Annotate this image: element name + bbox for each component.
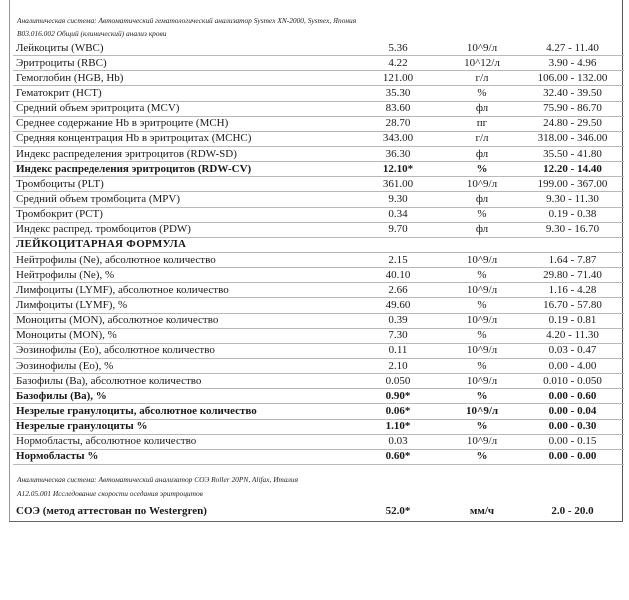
test-value: 2.66 (353, 283, 443, 298)
test-reference: 9.30 - 16.70 (521, 222, 624, 237)
test-value: 4.22 (353, 56, 443, 71)
test-reference: 1.16 - 4.28 (521, 283, 624, 298)
test-value: 343.00 (353, 131, 443, 146)
result-row (13, 252, 624, 267)
test-unit: фл (443, 146, 521, 161)
test-name: Лимфоциты (LYMF), абсолютное количество (13, 283, 353, 298)
test-unit: % (443, 162, 521, 177)
test-reference: 0.010 - 0.050 (521, 374, 624, 389)
esr-row (13, 503, 624, 518)
test-unit: % (443, 389, 521, 404)
test-name: Средний объем эритроцита (MCV) (13, 101, 353, 116)
result-row (13, 374, 624, 389)
test-reference: 106.00 - 132.00 (521, 71, 624, 86)
test-name: Нейтрофилы (Ne), % (13, 268, 353, 283)
test-unit: % (443, 328, 521, 343)
result-row (13, 41, 624, 56)
test-value: 28.70 (353, 116, 443, 131)
result-row (13, 86, 624, 101)
test-unit: фл (443, 222, 521, 237)
result-row (13, 298, 624, 313)
test-reference: 0.19 - 0.81 (521, 313, 624, 328)
test-value: 9.30 (353, 192, 443, 207)
test-unit: % (443, 268, 521, 283)
test-reference: 35.50 - 41.80 (521, 146, 624, 161)
test-name: Среднее содержание Hb в эритроците (MCH) (13, 116, 353, 131)
test-unit: 10^9/л (443, 434, 521, 449)
esr-value: 52.0* (385, 504, 411, 517)
test-value: 0.03 (353, 434, 443, 449)
esr-unit: мм/ч (469, 504, 495, 517)
test-unit: 10^9/л (443, 343, 521, 358)
test-reference: 32.40 - 39.50 (521, 86, 624, 101)
results-table (13, 41, 624, 465)
test-value: 0.11 (353, 343, 443, 358)
test-name: Средний объем тромбоцита (MPV) (13, 192, 353, 207)
test-name: Моноциты (MON), абсолютное количество (13, 313, 353, 328)
esr-reference: 2.0 - 20.0 (551, 504, 594, 517)
result-row (13, 283, 624, 298)
test-unit: г/л (443, 131, 521, 146)
test-value: 49.60 (353, 298, 443, 313)
test-name: Эритроциты (RBC) (13, 56, 353, 71)
test-unit: фл (443, 192, 521, 207)
test-reference: 1.64 - 7.87 (521, 252, 624, 267)
test-name: Незрелые гранулоциты % (13, 419, 353, 434)
esr-test-code-note: A12.05.001 Исследование скорости оседания эритроцитов (17, 489, 203, 498)
test-value: 83.60 (353, 101, 443, 116)
test-name: Средняя концентрация Hb в эритроцитах (MCHC) (13, 131, 353, 146)
test-reference: 0.00 - 0.30 (521, 419, 624, 434)
test-reference: 4.20 - 11.30 (521, 328, 624, 343)
test-reference: 199.00 - 367.00 (521, 177, 624, 192)
test-value: 36.30 (353, 146, 443, 161)
test-unit: 10^9/л (443, 41, 521, 56)
test-name: Индекс распределения эритроцитов (RDW-CV) (13, 162, 353, 177)
test-name: Базофилы (Ba), % (13, 389, 353, 404)
test-unit: г/л (443, 71, 521, 86)
result-row (13, 162, 624, 177)
esr-name: СОЭ (метод аттестован по Westergren) (16, 504, 207, 517)
test-value: 9.70 (353, 222, 443, 237)
result-row (13, 358, 624, 373)
test-name: Лимфоциты (LYMF), % (13, 298, 353, 313)
test-unit: 10^9/л (443, 252, 521, 267)
test-value: 0.60* (353, 449, 443, 464)
test-unit: 10^9/л (443, 404, 521, 419)
result-row (13, 207, 624, 222)
test-value: 121.00 (353, 71, 443, 86)
result-row (13, 419, 624, 434)
test-name: Базофилы (Ba), абсолютное количество (13, 374, 353, 389)
test-value: 12.10* (353, 162, 443, 177)
test-name: Тромбоциты (PLT) (13, 177, 353, 192)
test-value: 0.34 (353, 207, 443, 222)
test-value: 35.30 (353, 86, 443, 101)
test-reference: 4.27 - 11.40 (521, 41, 624, 56)
test-reference: 75.90 - 86.70 (521, 101, 624, 116)
test-value: 40.10 (353, 268, 443, 283)
test-name: Тромбокрит (PCT) (13, 207, 353, 222)
test-name: Эозинофилы (Eo), % (13, 358, 353, 373)
result-row (13, 449, 624, 464)
test-reference: 0.19 - 0.38 (521, 207, 624, 222)
result-row (13, 313, 624, 328)
test-code-note: B03.016.002 Общий (клинический) анализ крови (17, 29, 167, 38)
test-reference: 3.90 - 4.96 (521, 56, 624, 71)
test-reference: 0.00 - 4.00 (521, 358, 624, 373)
test-value (353, 237, 443, 252)
test-value: 1.10* (353, 419, 443, 434)
test-name: Незрелые гранулоциты, абсолютное количество (13, 404, 353, 419)
result-row (13, 434, 624, 449)
test-unit: % (443, 207, 521, 222)
test-unit (443, 237, 521, 252)
test-unit: 10^12/л (443, 56, 521, 71)
test-reference: 9.30 - 11.30 (521, 192, 624, 207)
test-unit: % (443, 358, 521, 373)
test-reference: 29.80 - 71.40 (521, 268, 624, 283)
test-reference: 24.80 - 29.50 (521, 116, 624, 131)
result-row (13, 222, 624, 237)
section-header-row (13, 237, 624, 252)
esr-table (13, 503, 624, 518)
test-value: 0.39 (353, 313, 443, 328)
result-row (13, 328, 624, 343)
test-value: 361.00 (353, 177, 443, 192)
test-reference (521, 237, 624, 252)
sheet-left-edge (9, 0, 10, 522)
result-row (13, 404, 624, 419)
test-name: Индекс распределения эритроцитов (RDW-SD) (13, 146, 353, 161)
test-unit: 10^9/л (443, 374, 521, 389)
test-value: 5.36 (353, 41, 443, 56)
result-row (13, 343, 624, 358)
test-unit: пг (443, 116, 521, 131)
test-name: Гематокрит (HCT) (13, 86, 353, 101)
sheet-bottom-edge (9, 521, 623, 522)
test-name: Индекс распред. тромбоцитов (PDW) (13, 222, 353, 237)
result-row (13, 56, 624, 71)
test-reference: 0.00 - 0.60 (521, 389, 624, 404)
test-name: Гемоглобин (HGB, Hb) (13, 71, 353, 86)
result-row (13, 71, 624, 86)
esr-analytic-system-note: Аналитическая система: Автоматический анализатор СОЭ Roller 20PN, Alifax, Италия (17, 475, 299, 484)
test-name: Лейкоциты (WBC) (13, 41, 353, 56)
result-row (13, 116, 624, 131)
result-row (13, 192, 624, 207)
test-value: 0.90* (353, 389, 443, 404)
test-reference: 0.00 - 0.04 (521, 404, 624, 419)
test-reference: 0.00 - 0.15 (521, 434, 624, 449)
test-reference: 12.20 - 14.40 (521, 162, 624, 177)
test-value: 0.06* (353, 404, 443, 419)
result-row (13, 146, 624, 161)
test-unit: 10^9/л (443, 283, 521, 298)
test-reference: 0.03 - 0.47 (521, 343, 624, 358)
test-value: 2.10 (353, 358, 443, 373)
test-value: 2.15 (353, 252, 443, 267)
test-unit: 10^9/л (443, 313, 521, 328)
test-name: Моноциты (MON), % (13, 328, 353, 343)
test-reference: 0.00 - 0.00 (521, 449, 624, 464)
result-row (13, 131, 624, 146)
test-unit: 10^9/л (443, 177, 521, 192)
result-row (13, 101, 624, 116)
test-name: ЛЕЙКОЦИТАРНАЯ ФОРМУЛА (13, 237, 353, 252)
analytic-system-note: Аналитическая система: Автоматический гематологический анализатор Sysmex XN-2000, Sysmex, Япония (17, 16, 357, 25)
result-row (13, 268, 624, 283)
result-row (13, 389, 624, 404)
test-name: Эозинофилы (Eo), абсолютное количество (13, 343, 353, 358)
test-unit: % (443, 298, 521, 313)
test-unit: % (443, 449, 521, 464)
result-row (13, 177, 624, 192)
test-name: Нормобласты, абсолютное количество (13, 434, 353, 449)
test-name: Нормобласты % (13, 449, 353, 464)
test-unit: % (443, 419, 521, 434)
test-reference: 16.70 - 57.80 (521, 298, 624, 313)
test-name: Нейтрофилы (Ne), абсолютное количество (13, 252, 353, 267)
test-value: 7.30 (353, 328, 443, 343)
test-unit: % (443, 86, 521, 101)
test-reference: 318.00 - 346.00 (521, 131, 624, 146)
test-value: 0.050 (353, 374, 443, 389)
test-unit: фл (443, 101, 521, 116)
